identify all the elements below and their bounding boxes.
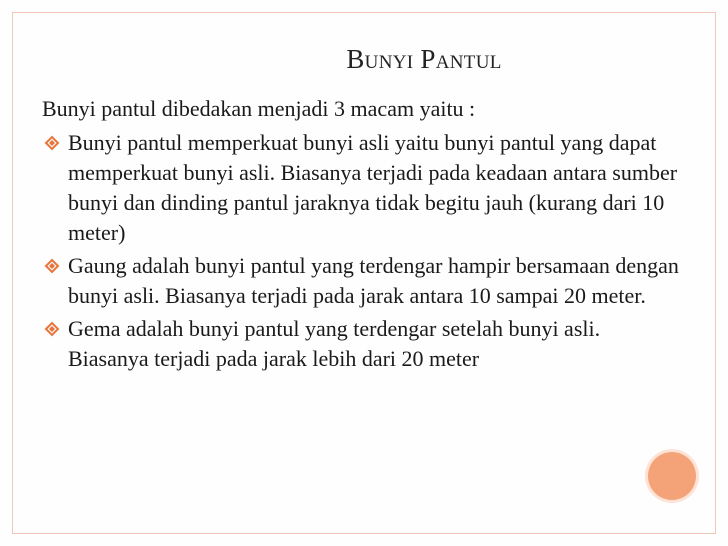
bullet-item — [42, 314, 682, 374]
slide-title — [0, 44, 728, 75]
diamond-bullet-icon — [42, 251, 62, 281]
slide-content — [42, 94, 682, 377]
diamond-bullet-icon — [42, 314, 62, 344]
bullet-text: Gema adalah bunyi pantul yang terdengar setelah bunyi asli. Biasanya terjadi pada jarak lebih dari 20 meter — [68, 316, 601, 371]
bullet-item — [42, 128, 682, 248]
diamond-bullet-icon — [42, 128, 62, 158]
intro-text: Bunyi pantul dibedakan menjadi 3 macam yaitu : — [42, 96, 476, 121]
bullet-text: Gaung adalah bunyi pantul yang terdengar hampir bersamaan dengan bunyi asli. Biasanya terjadi pada jarak antara 10 sampai 20 meter. — [68, 253, 679, 308]
bullet-text: Bunyi pantul memperkuat bunyi asli yaitu bunyi pantul yang dapat memperkuat bunyi asli. Biasanya terjadi pada keadaan antara sumber bunyi dan dinding pantul jaraknya tidak begitu jauh (kurang dari 10 meter) — [68, 130, 678, 245]
bullet-item — [42, 251, 682, 311]
slide-title-text: Bunyi Pantul — [346, 44, 502, 74]
decorative-circle — [648, 452, 696, 500]
